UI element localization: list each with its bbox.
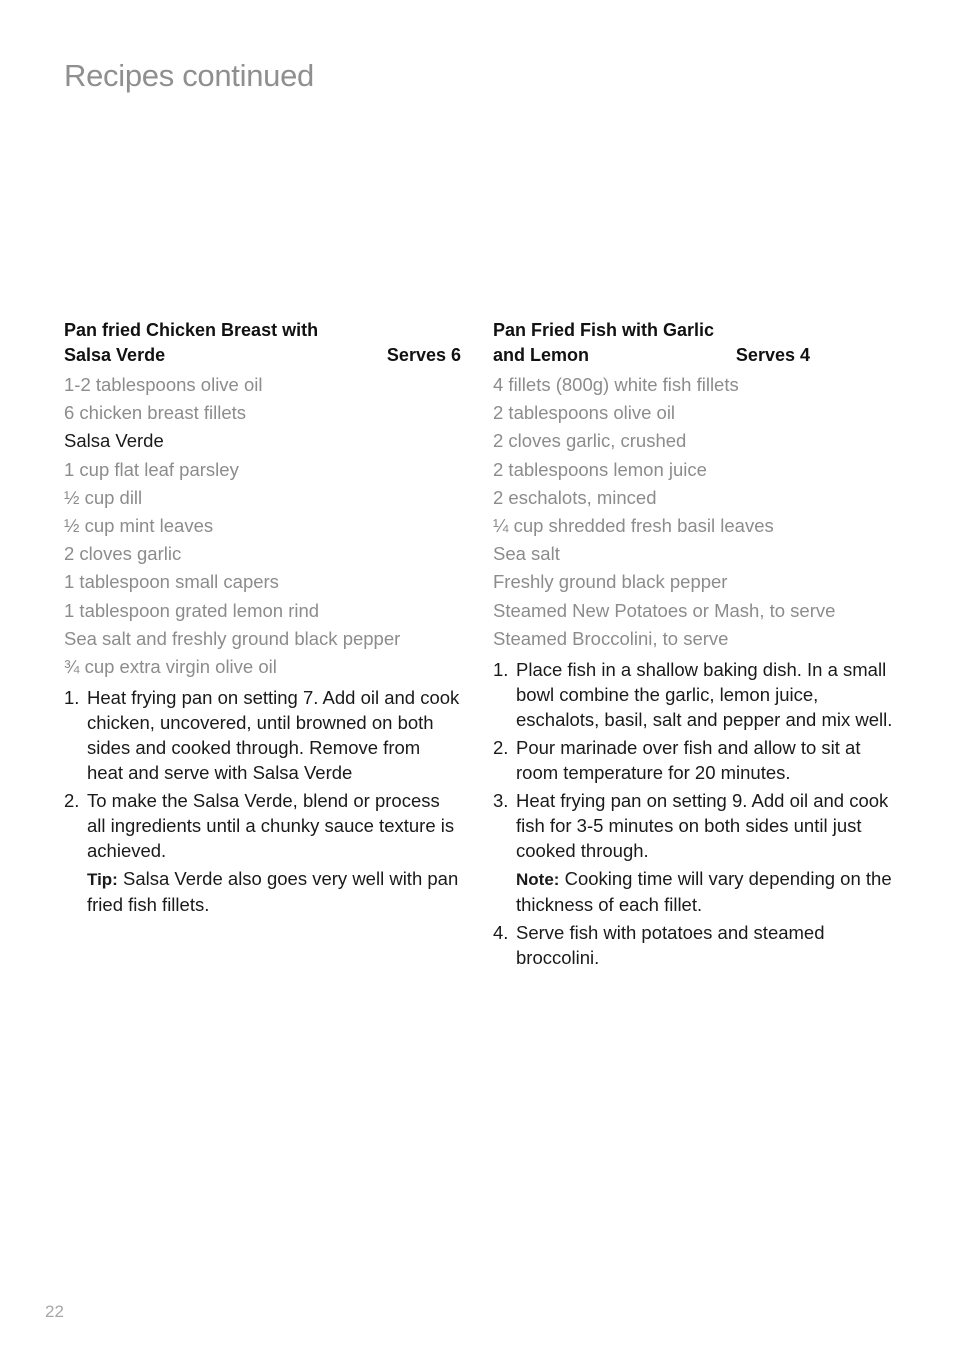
tip-text: Salsa Verde also goes very well with pan fried fish fillets.: [87, 868, 459, 916]
ingredient-item: 4 fillets (800g) white fish fillets: [493, 374, 739, 395]
ingredient-item: 2 cloves garlic, crushed: [493, 430, 687, 452]
page-title: Recipes continued: [64, 58, 314, 93]
method-step: [493, 788, 893, 917]
recipe-title-row: [493, 343, 810, 368]
method-steps: [64, 685, 461, 917]
recipe-fish-garlic-lemon: [493, 318, 893, 973]
ingredient-item: ½ cup mint leaves: [64, 515, 214, 537]
ingredient-item: 1 cup flat leaf parsley: [64, 458, 239, 480]
ingredient-item: ¾ cup extra virgin olive oil: [64, 656, 277, 678]
recipe-title-row: [64, 343, 461, 368]
note: [516, 866, 893, 917]
page-number: 22: [45, 1302, 64, 1321]
ingredient-item: ½ cup dill: [64, 486, 143, 508]
recipe-title-line-1: Pan fried Chicken Breast with: [64, 320, 319, 340]
ingredient-item: Sea salt: [493, 543, 560, 565]
ingredient-item: ¼ cup shredded fresh basil leaves: [493, 515, 774, 537]
tip-note: [87, 866, 461, 917]
ingredient-item: 2 tablespoons lemon juice: [493, 458, 707, 480]
ingredient-item: 2 eschalots, minced: [493, 486, 657, 508]
step-text: Serve fish with potatoes and steamed broccolini.: [516, 922, 825, 969]
note-text: Cooking time will vary depending on the thickness of each fillet.: [516, 868, 892, 916]
method-step: [493, 735, 893, 785]
ingredient-item: Sea salt and freshly ground black pepper: [64, 627, 401, 649]
method-step: [64, 788, 461, 917]
method-steps: [493, 657, 893, 970]
serves-label: Serves 6: [386, 345, 461, 365]
step-number: 2.: [493, 737, 509, 759]
note-label: Note:: [516, 870, 560, 890]
ingredient-list: [493, 371, 893, 653]
step-text: Heat frying pan on setting 9. Add oil and cook fish for 3-5 minutes on both sides until just cooked through.: [516, 790, 889, 862]
step-text: Place fish in a shallow baking dish. In a small bowl combine the garlic, lemon juice, eschalots, basil, salt and pepper and mix well.: [516, 659, 893, 731]
step-number: 1.: [64, 687, 80, 709]
recipe-title-line-2: and Lemon: [493, 345, 590, 365]
ingredient-item: Steamed Broccolini, to serve: [493, 627, 729, 649]
step-number: 3.: [493, 790, 509, 812]
ingredient-item: 2 cloves garlic: [64, 543, 182, 565]
method-step: [64, 685, 461, 785]
recipe-title-line-1: Pan Fried Fish with Garlic: [493, 320, 715, 340]
serves-label: Serves 4: [735, 345, 810, 365]
ingredient-subheading: Salsa Verde: [64, 430, 164, 452]
step-number: 2.: [64, 790, 80, 812]
tip-label: Tip:: [87, 870, 118, 890]
ingredient-item: 1 tablespoon small capers: [64, 571, 279, 593]
method-step: [493, 920, 893, 970]
recipe-chicken-salsa-verde: [64, 318, 461, 920]
step-text: Pour marinade over fish and allow to sit at room temperature for 20 minutes.: [516, 737, 861, 784]
ingredient-item: 2 tablespoons olive oil: [493, 402, 676, 424]
step-text: To make the Salsa Verde, blend or process all ingredients until a chunky sauce texture is achieved.: [87, 790, 455, 862]
recipe-title-line-2: Salsa Verde: [64, 345, 166, 365]
ingredient-item: 1-2 tablespoons olive oil: [64, 374, 263, 395]
ingredient-item: 1 tablespoon grated lemon rind: [64, 599, 320, 621]
step-number: 1.: [493, 659, 509, 681]
ingredient-item: Steamed New Potatoes or Mash, to serve: [493, 599, 836, 621]
ingredient-item: Freshly ground black pepper: [493, 571, 728, 593]
step-number: 4.: [493, 922, 509, 944]
ingredient-item: 6 chicken breast fillets: [64, 402, 247, 424]
ingredient-list: [64, 371, 461, 681]
method-step: [493, 657, 893, 732]
step-text: Heat frying pan on setting 7. Add oil and cook chicken, uncovered, until browned on both sides and cooked through. Remove from heat and serve with Salsa Verde: [87, 687, 460, 784]
